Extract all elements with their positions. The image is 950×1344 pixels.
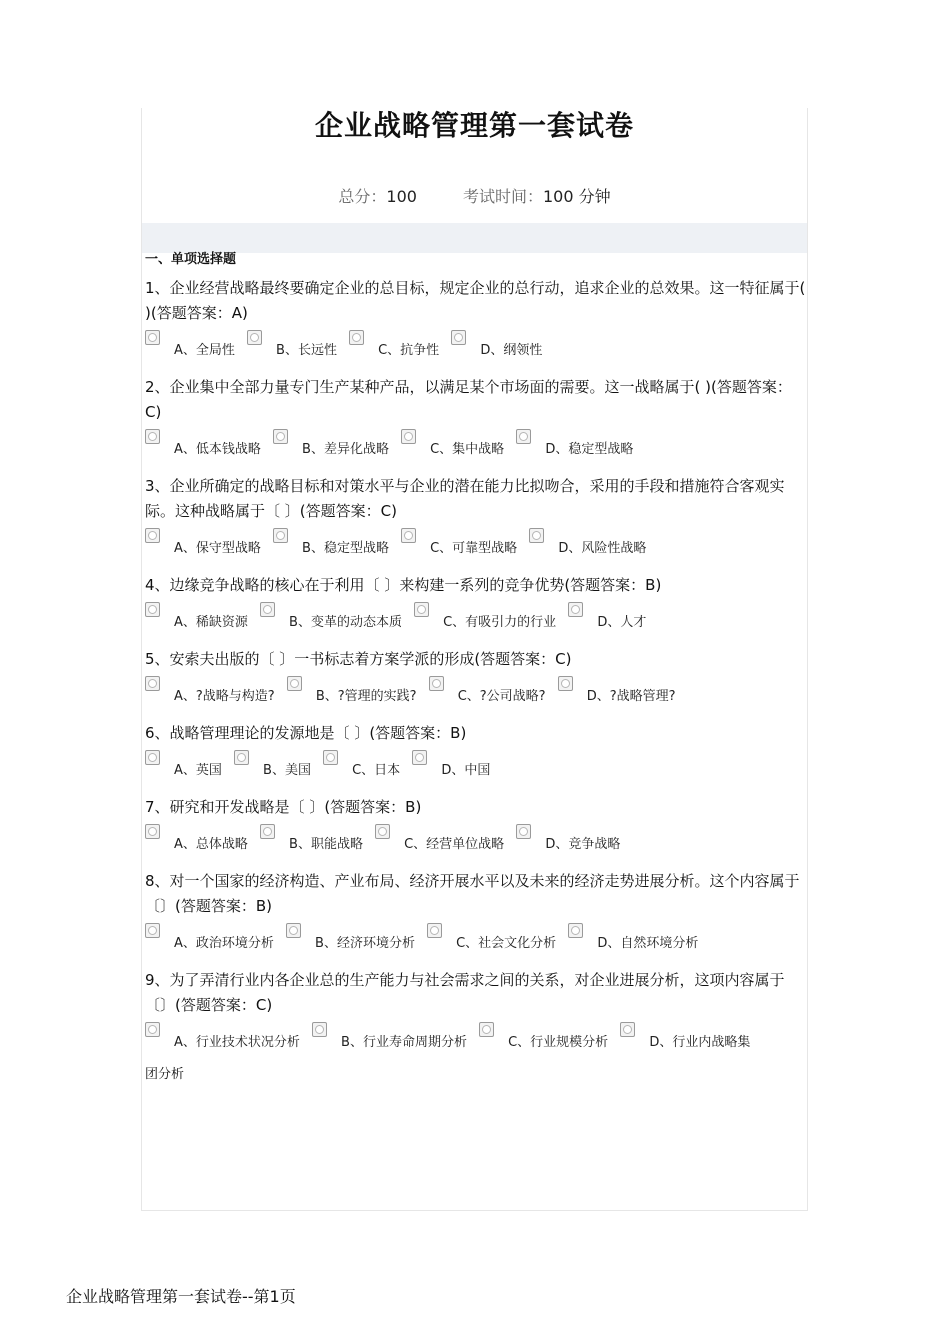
option-group [145,824,807,858]
radio-icon[interactable] [145,750,160,765]
option-label: C、有吸引力的行业 [443,615,557,630]
option-label: B、?管理的实践? [315,689,417,704]
section-title: 一、单项选择题 [145,252,237,267]
question-9 [145,968,807,1084]
question-8 [145,869,807,957]
radio-icon[interactable] [349,330,364,345]
radio-icon[interactable] [620,1022,635,1037]
radio-icon[interactable] [516,429,531,444]
question-list [145,276,807,1095]
option-a[interactable] [145,676,283,704]
radio-icon[interactable] [145,923,160,938]
option-d[interactable] [516,824,628,852]
question-6 [145,721,807,784]
option-a[interactable] [145,528,269,556]
question-text: 9、为了弄清行业内各企业总的生产能力与社会需求之间的关系，对企业进展分析，这项内容属于〔〕(答题答案：C) [145,971,785,1014]
radio-icon[interactable] [323,750,338,765]
radio-icon[interactable] [427,923,442,938]
option-a[interactable] [145,1022,308,1050]
option-a[interactable] [145,923,282,951]
option-c[interactable] [349,330,447,358]
question-4 [145,573,807,636]
option-label: B、美国 [263,763,311,778]
radio-icon[interactable] [145,1022,160,1037]
question-3 [145,474,807,562]
option-label: B、稳定型战略 [302,541,389,556]
option-label: A、总体战略 [174,837,248,852]
option-group [145,429,807,463]
radio-icon[interactable] [234,750,249,765]
option-label: D、纲领性 [480,343,543,358]
question-text: 5、安索夫出版的〔 〕一书标志着方案学派的形成(答题答案：C) [145,650,572,668]
radio-icon[interactable] [558,676,573,691]
option-b[interactable] [234,750,319,778]
page-footer: 企业战略管理第一套试卷--第1页 [66,1287,296,1306]
radio-icon[interactable] [414,602,429,617]
radio-icon[interactable] [479,1022,494,1037]
exam-meta [142,184,807,210]
option-group [145,602,807,636]
section-header-band [142,223,807,253]
option-label: D、中国 [441,763,491,778]
option-b[interactable] [273,528,397,556]
total-score-label: 总分： [338,187,387,206]
option-label: C、日本 [352,763,401,778]
option-d-wrapped-text: 团分析 [145,1067,185,1082]
option-label: D、稳定型战略 [545,442,634,457]
option-label: A、低本钱战略 [174,442,261,457]
option-label: B、职能战略 [289,837,363,852]
radio-icon[interactable] [145,602,160,617]
radio-icon[interactable] [287,676,302,691]
option-label: C、?公司战略? [457,689,546,704]
option-c[interactable] [401,429,512,457]
radio-icon[interactable] [516,824,531,839]
option-c[interactable] [375,824,512,852]
option-label: B、经济环境分析 [315,936,415,951]
option-label: D、自然环境分析 [597,936,699,951]
option-label: A、稀缺资源 [174,615,248,630]
radio-icon[interactable] [568,602,583,617]
radio-icon[interactable] [145,676,160,691]
option-group [145,1022,807,1056]
option-label: D、风险性战略 [558,541,647,556]
radio-icon[interactable] [145,330,160,345]
question-7 [145,795,807,858]
question-text: 1、企业经营战略最终要确定企业的总目标，规定企业的总行动，追求企业的总效果。这一特征属于( )(答题答案：A) [145,279,806,322]
radio-icon[interactable] [260,602,275,617]
option-label: D、竞争战略 [545,837,621,852]
option-group [145,923,807,957]
option-c[interactable] [427,923,564,951]
option-d[interactable] [451,330,550,358]
radio-icon[interactable] [273,429,288,444]
option-label: B、变革的动态本质 [289,615,402,630]
option-a[interactable] [145,602,256,630]
option-label: C、可靠型战略 [430,541,518,556]
exam-time-label: 考试时间： [462,187,543,206]
radio-icon[interactable] [401,429,416,444]
option-label: A、保守型战略 [174,541,261,556]
option-d[interactable] [620,1022,758,1050]
option-a[interactable] [145,824,256,852]
option-label: B、差异化战略 [302,442,389,457]
radio-icon[interactable] [145,824,160,839]
option-b[interactable] [247,330,345,358]
question-1 [145,276,807,364]
question-text: 2、企业集中全部力量专门生产某种产品，以满足某个市场面的需要。这一战略属于( )(答题答案：C) [145,378,792,421]
exam-title: 企业战略管理第一套试卷 [314,109,634,142]
option-a[interactable] [145,330,243,358]
radio-icon[interactable] [375,824,390,839]
option-label: C、行业规模分析 [508,1035,609,1050]
option-label: C、经营单位战略 [404,837,505,852]
radio-icon[interactable] [312,1022,327,1037]
radio-icon[interactable] [401,528,416,543]
option-a[interactable] [145,429,269,457]
radio-icon[interactable] [145,429,160,444]
exam-time-value: 100 分钟 [542,187,611,206]
option-d[interactable] [529,528,654,556]
option-b[interactable] [273,429,397,457]
option-d[interactable] [516,429,641,457]
option-b[interactable] [312,1022,475,1050]
option-group [145,676,807,710]
option-c[interactable] [429,676,554,704]
option-label: A、政治环境分析 [174,936,274,951]
option-d[interactable] [558,676,684,704]
radio-icon[interactable] [145,528,160,543]
option-d[interactable] [568,923,706,951]
option-label: C、抗争性 [378,343,440,358]
total-score-value: 100 [386,187,417,206]
question-2 [145,375,807,463]
option-c[interactable] [401,528,525,556]
radio-icon[interactable] [529,528,544,543]
option-a[interactable] [145,750,230,778]
option-c[interactable] [479,1022,616,1050]
question-text: 7、研究和开发战略是〔 〕(答题答案：B) [145,798,422,816]
option-b[interactable] [260,602,410,630]
question-text: 8、对一个国家的经济构造、产业布局、经济开展水平以及未来的经济走势进展分析。这个内容属于〔〕(答题答案：B) [145,872,800,915]
radio-icon[interactable] [412,750,427,765]
question-5 [145,647,807,710]
option-label: C、集中战略 [430,442,505,457]
option-d[interactable] [568,602,654,630]
radio-icon[interactable] [247,330,262,345]
option-group [145,330,807,364]
option-label: D、行业内战略集 [649,1035,751,1050]
radio-icon[interactable] [260,824,275,839]
option-c[interactable] [323,750,408,778]
radio-icon[interactable] [286,923,301,938]
option-label: A、行业技术状况分析 [174,1035,300,1050]
radio-icon[interactable] [568,923,583,938]
option-c[interactable] [414,602,564,630]
exam-sheet [141,108,808,1211]
option-label: A、?战略与构造? [174,689,275,704]
radio-icon[interactable] [451,330,466,345]
question-text: 4、边缘竞争战略的核心在于利用〔 〕来构建一系列的竞争优势(答题答案：B) [145,576,662,594]
option-group [145,750,807,784]
question-text: 3、企业所确定的战略目标和对策水平与企业的潜在能力比拟吻合，采用的手段和措施符合客观实际。这种战略属于〔 〕(答题答案：C) [145,477,785,520]
question-text: 6、战略管理理论的发源地是〔 〕(答题答案：B) [145,724,467,742]
radio-icon[interactable] [273,528,288,543]
option-b[interactable] [260,824,371,852]
option-b[interactable] [286,923,423,951]
radio-icon[interactable] [429,676,444,691]
option-b[interactable] [287,676,425,704]
option-group [145,528,807,562]
option-label: C、社会文化分析 [456,936,557,951]
option-label: A、全局性 [174,343,235,358]
option-d[interactable] [412,750,498,778]
option-label: B、行业寿命周期分析 [341,1035,467,1050]
option-label: B、长远性 [276,343,337,358]
option-label: D、人才 [597,615,647,630]
option-label: D、?战略管理? [586,689,676,704]
option-label: A、英国 [174,763,222,778]
